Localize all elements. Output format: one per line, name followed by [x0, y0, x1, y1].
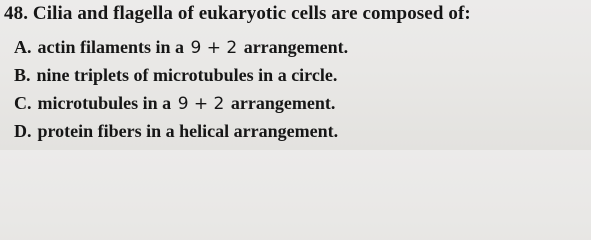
option-text: protein fibers in a helical arrangement. — [37, 121, 339, 141]
math-expression: 9 + 2 — [190, 38, 238, 58]
math-expression: 9 + 2 — [177, 94, 225, 114]
option-letter: B. — [14, 65, 31, 85]
answer-options — [14, 33, 348, 145]
option-text: actin filaments in a — [37, 37, 184, 57]
option-letter: C. — [14, 93, 32, 113]
option-letter: D. — [14, 121, 32, 141]
question — [4, 3, 471, 25]
option-d — [14, 117, 348, 145]
option-text: arrangement. — [230, 93, 336, 113]
option-b — [14, 61, 348, 89]
option-c — [14, 89, 348, 117]
question-number: 48. — [4, 3, 29, 24]
option-a — [14, 33, 348, 61]
question-text: Cilia and flagella of eukaryotic cells are composed of: — [32, 3, 471, 24]
option-text: arrangement. — [243, 37, 349, 57]
option-text: microtubules in a — [37, 93, 172, 113]
option-letter: A. — [14, 37, 32, 57]
option-text: nine triplets of microtubules in a circle. — [36, 65, 338, 85]
